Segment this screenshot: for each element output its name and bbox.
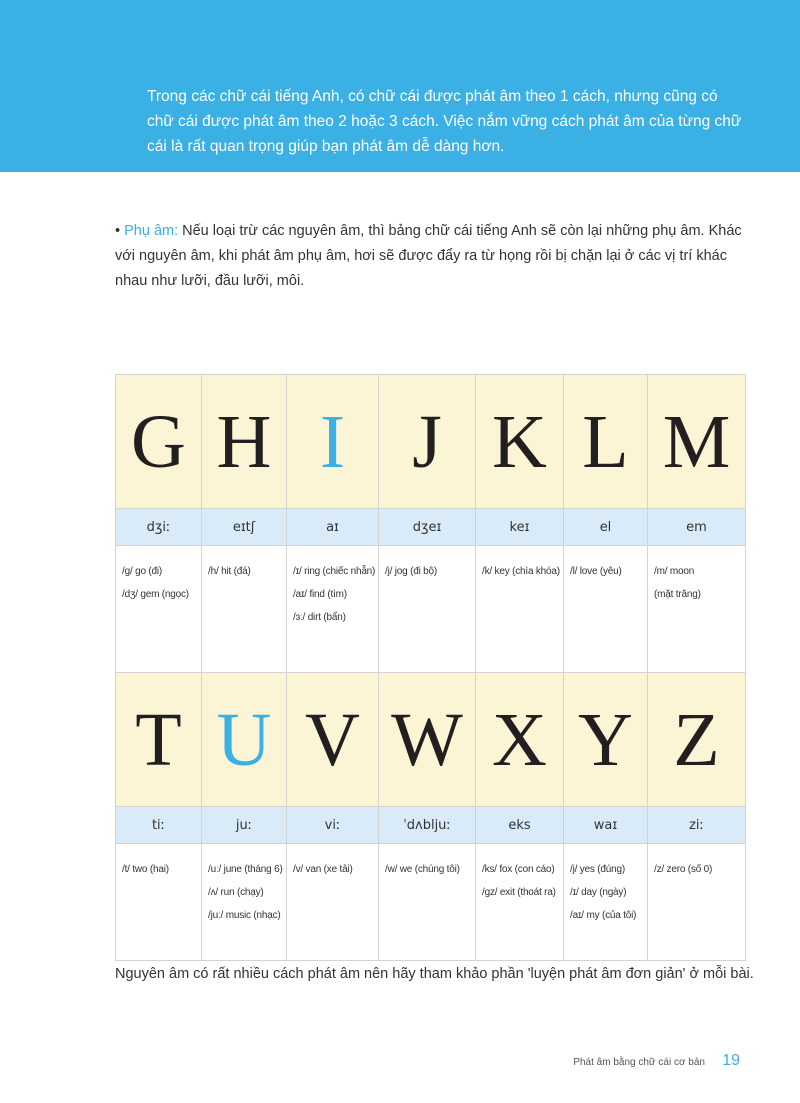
example-line: /m/ moon: [654, 566, 695, 577]
example-line: /ɜː/ dirt (bẩn): [293, 612, 346, 623]
alphabet-table-t-z: [115, 672, 746, 961]
ipa-cell: eks: [476, 807, 564, 844]
letter-cell: Y: [564, 673, 648, 807]
examples-row: [116, 844, 746, 961]
ipa-cell: juː: [202, 807, 287, 844]
examples-cell: [648, 546, 746, 673]
ipa-row: [116, 509, 746, 546]
example-line: /l/ love (yêu): [570, 566, 622, 577]
ipa-cell: viː: [287, 807, 379, 844]
ipa-cell: el: [564, 509, 648, 546]
letter-cell: I: [287, 375, 379, 509]
letter-cell: K: [476, 375, 564, 509]
example-line: /aɪ/ find (tìm): [293, 589, 347, 600]
ipa-cell: tiː: [116, 807, 202, 844]
letter-cell: L: [564, 375, 648, 509]
example-line: /z/ zero (số 0): [654, 864, 713, 875]
ipa-cell: ziː: [648, 807, 746, 844]
examples-cell: [476, 844, 564, 961]
letter-cell: M: [648, 375, 746, 509]
examples-cell: [116, 546, 202, 673]
example-line: /ɪ/ ring (chiếc nhẫn): [293, 566, 376, 577]
letter-cell: W: [379, 673, 476, 807]
ipa-cell: em: [648, 509, 746, 546]
examples-cell: [116, 844, 202, 961]
ipa-cell: aɪ: [287, 509, 379, 546]
consonant-text: Nếu loại trừ các nguyên âm, thì bảng chữ cái tiếng Anh sẽ còn lại những phụ âm. Khác với nguyên âm, khi phát âm phụ âm, hơi sẽ được đẩy ra từ họng rồi bị chặn lại ở các vị trí khác nhau như lưỡi, đầu lưỡi, môi.: [115, 223, 742, 289]
examples-cell: [287, 546, 379, 673]
example-line: /gz/ exit (thoát ra): [482, 887, 556, 898]
ipa-cell: dʒeɪ: [379, 509, 476, 546]
letter-cell: V: [287, 673, 379, 807]
letter-cell: G: [116, 375, 202, 509]
example-line: /k/ key (chìa khóa): [482, 566, 560, 577]
examples-cell: [287, 844, 379, 961]
ipa-cell: waɪ: [564, 807, 648, 844]
intro-text: Trong các chữ cái tiếng Anh, có chữ cái được phát âm theo 1 cách, nhưng cũng có chữ cái được phát âm theo 2 hoặc 3 cách. Việc nắm vững cách phát âm của từng chữ cái là rất quan trọng giúp bạn phát âm dễ dàng hơn.: [147, 88, 742, 155]
examples-cell: [202, 844, 287, 961]
consonant-paragraph: [115, 219, 745, 294]
ipa-cell: ˈdʌbljuː: [379, 807, 476, 844]
intro-banner: [0, 0, 800, 172]
letter-cell: U: [202, 673, 287, 807]
example-line: /aɪ/ my (của tôi): [570, 910, 637, 921]
letter-cell: J: [379, 375, 476, 509]
consonant-term: Phụ âm:: [124, 223, 179, 239]
footer-title: Phát âm bằng chữ cái cơ bản: [573, 1057, 705, 1068]
footnote: Nguyên âm có rất nhiều cách phát âm nên hãy tham khảo phần 'luyện phát âm đơn giản' ở mỗi bài.: [115, 966, 754, 982]
examples-cell: [648, 844, 746, 961]
ipa-cell: keɪ: [476, 509, 564, 546]
ipa-row: [116, 807, 746, 844]
ipa-cell: eɪtʃ: [202, 509, 287, 546]
example-line: /v/ van (xe tải): [293, 864, 353, 875]
examples-row: [116, 546, 746, 673]
alphabet-table-g-m: [115, 374, 746, 673]
letter-row: [116, 375, 746, 509]
examples-cell: [564, 844, 648, 961]
examples-cell: [379, 546, 476, 673]
example-line: /dʒ/ gem (ngọc): [122, 589, 189, 600]
example-line: /ʌ/ run (chạy): [208, 887, 264, 898]
ipa-cell: dʒiː: [116, 509, 202, 546]
example-line: /w/ we (chúng tôi): [385, 864, 460, 875]
page-footer: [573, 1052, 750, 1076]
letter-row: [116, 673, 746, 807]
examples-cell: [564, 546, 648, 673]
letter-cell: Z: [648, 673, 746, 807]
example-line: /j/ yes (đúng): [570, 864, 626, 875]
letter-cell: H: [202, 375, 287, 509]
example-line: /h/ hit (đá): [208, 566, 251, 577]
example-line: /uː/ june (tháng 6): [208, 864, 283, 875]
example-line: /ɪ/ day (ngày): [570, 887, 627, 898]
example-line: /t/ two (hai): [122, 864, 169, 875]
bullet: •: [115, 223, 125, 239]
letter-cell: X: [476, 673, 564, 807]
examples-cell: [476, 546, 564, 673]
examples-cell: [202, 546, 287, 673]
example-line: /ks/ fox (con cáo): [482, 864, 555, 875]
example-line: /juː/ music (nhạc): [208, 910, 281, 921]
letter-cell: T: [116, 673, 202, 807]
page-number: 19: [722, 1052, 740, 1069]
example-line: /g/ go (đi): [122, 566, 163, 577]
example-line: /j/ jog (đi bộ): [385, 566, 438, 577]
examples-cell: [379, 844, 476, 961]
example-line: (mặt trăng): [654, 589, 701, 600]
